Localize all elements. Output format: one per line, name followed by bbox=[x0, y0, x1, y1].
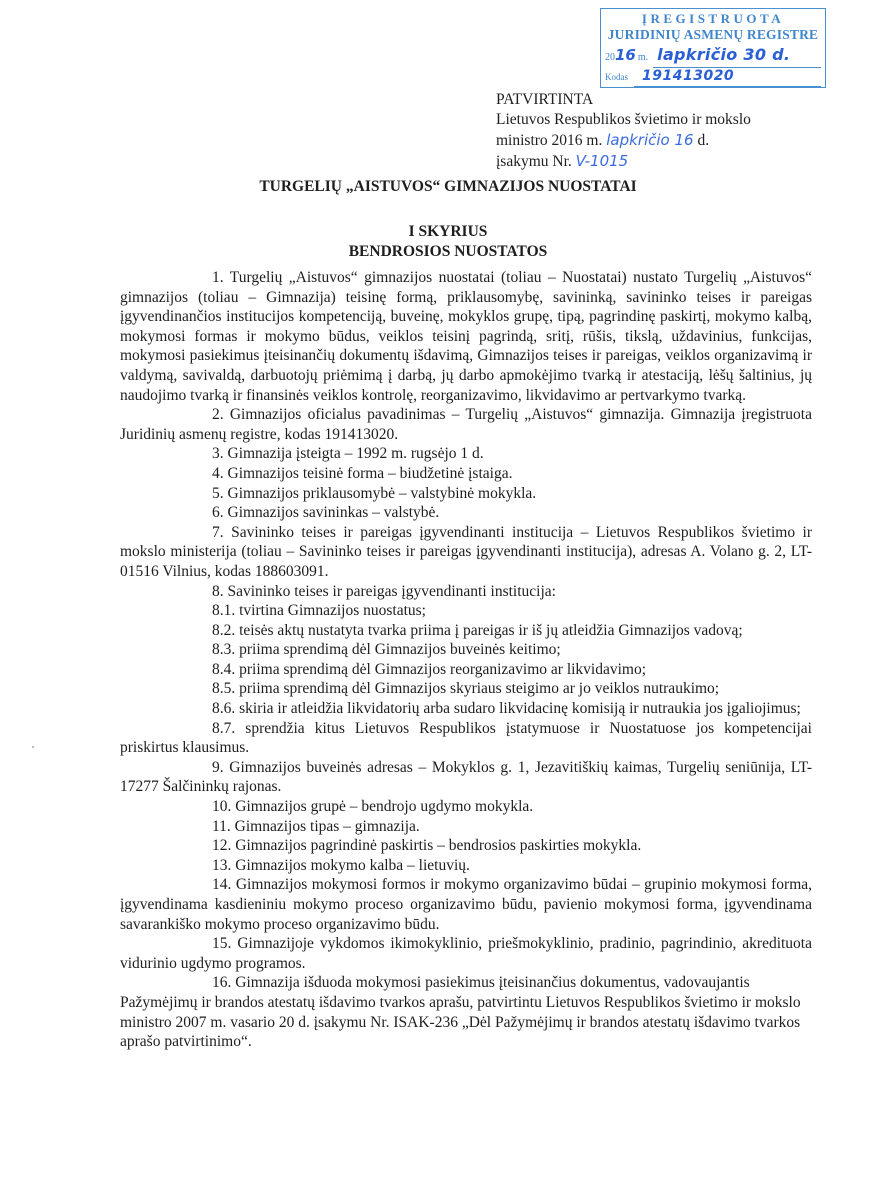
approval-order-line bbox=[496, 151, 751, 172]
paragraph-14: 14. Gimnazijos mokymosi formos ir mokymo organizavimo būdai – grupinio mokymosi forma, įgyvendinama kasdieniniu mokymo proceso organizavimo būdu, pavienio mokymosi forma, įgyvendinama savarankiško mokymo proceso organizavimo būdu. bbox=[120, 876, 812, 933]
chapter-heading bbox=[12, 222, 872, 262]
document-body bbox=[120, 268, 812, 1052]
paragraph-8-2: 8.2. teisės aktų nustatyta tvarka priima į pareigas ir iš jų atleidžia Gimnazijos vadovą; bbox=[212, 621, 743, 639]
stamp-code-handwritten: 191413020 bbox=[642, 68, 735, 84]
approval-date-line bbox=[496, 130, 751, 151]
paragraph-8-7: 8.7. sprendžia kitus Lietuvos Respublikos įstatymuose ir Nuostatuose jos kompetencijai priskirtus klausimus. bbox=[120, 719, 812, 757]
stamp-date-line bbox=[653, 44, 821, 68]
approval-date-suffix: d. bbox=[697, 132, 710, 149]
stamp-year-handwritten: 16 bbox=[615, 46, 636, 64]
stamp-date-row bbox=[605, 44, 821, 66]
paragraph-16: 16. Gimnazija išduoda mokymosi pasiekimus įteisinančius dokumentus, vadovaujantis Pažymėjimų ir brandos atestatų išdavimo tvarkos aprašu, patvirtintu Lietuvos Respublikos švietimo ir mokslo ministro 2007 m. vasario 20 d. įsakymu Nr. ISAK-236 „Dėl Pažymėjimų ir brandos atestatų išdavimo tvarkos aprašo patvirtinimo“. bbox=[120, 974, 801, 1051]
paragraph-8: 8. Savininko teises ir pareigas įgyvendinanti institucija: bbox=[212, 582, 556, 600]
stamp-registry-label: JURIDINIŲ ASMENŲ REGISTRE bbox=[607, 27, 819, 42]
stamp-date-handwritten: lapkričio 30 d. bbox=[657, 45, 791, 64]
document-title: TURGELIŲ „AISTUVOS“ GIMNAZIJOS NUOSTATAI bbox=[259, 178, 637, 195]
paragraph-12: 12. Gimnazijos pagrindinė paskirtis – bendrosios paskirties mokykla. bbox=[212, 837, 642, 855]
approval-block bbox=[496, 90, 751, 172]
paragraph-10: 10. Gimnazijos grupė – bendrojo ugdymo mokykla. bbox=[212, 798, 534, 816]
paragraph-15: 15. Gimnazijoje vykdomos ikimokyklinio, priešmokyklinio, pradinio, pagrindinio, akredituota vidurinio ugdymo programos. bbox=[120, 935, 812, 972]
paragraph-1: 1. Turgelių „Aistuvos“ gimnazijos nuostatai (toliau – Nuostatai) nustato Turgelių „Aistuvos“ gimnazijos (toliau – Gimnazija) teisinę formą, priklausomybę, savininką, savininko teises ir pareigas įgyvendinančios institucijos kompetenciją, buveinę, mokyklos grupę, tipą, pagrindinę paskirtį, mokymo kalbą, mokymosi formas ir mokymo būdus, veiklos teisinį pagrindą, sritį, rūšis, tikslą, uždavinius, funkcijas, mokymosi pasiekimus įteisinančių dokumentų išdavimą, Gimnazijos teises ir pareigas, veiklos organizavimą ir valdymą, savivaldą, darbuotojų priėmimą į darbą, jų darbo apmokėjimo tvarką ir atestaciją, lėšų šaltinius, jų naudojimo tvarką ir finansinės veiklos kontrolę, reorganizavimo, likvidavimo ar pertvarkymo tvarką. bbox=[120, 269, 812, 404]
approval-order-prefix: įsakymu Nr. bbox=[496, 153, 572, 170]
paragraph-11: 11. Gimnazijos tipas – gimnazija. bbox=[212, 817, 420, 835]
paragraph-8-4: 8.4. priima sprendimą dėl Gimnazijos reorganizavimo ar likvidavimo; bbox=[212, 660, 647, 678]
paragraph-8-5: 8.5. priima sprendimą dėl Gimnazijos skyriaus steigimo ar jo veiklos nutraukimo; bbox=[212, 680, 720, 698]
paragraph-7: 7. Savininko teises ir pareigas įgyvendinanti institucija – Lietuvos Respublikos švietimo ir mokslo ministerija (toliau – Savininko teises ir pareigas įgyvendinanti institucija), adresas A. Volano g. 2, LT-01516 Vilnius, kodas 188603091. bbox=[120, 523, 812, 580]
paragraph-5: 5. Gimnazijos priklausomybė – valstybinė mokykla. bbox=[212, 484, 537, 502]
paragraph-8-3: 8.3. priima sprendimą dėl Gimnazijos buveinės keitimo; bbox=[212, 641, 561, 659]
approval-order-handwritten: V-1015 bbox=[575, 152, 629, 170]
approval-date-handwritten: lapkričio 16 bbox=[606, 131, 694, 149]
stamp-year-prefix: 20 bbox=[605, 52, 615, 63]
paragraph-9: 9. Gimnazijos buveinės adresas – Mokyklos g. 1, Jezavitiškių kaimas, Turgelių seniūnija, LT-17277 Šalčininkų rajonas. bbox=[120, 758, 812, 796]
approval-heading: PATVIRTINTA bbox=[496, 91, 594, 108]
paragraph-4: 4. Gimnazijos teisinė forma – biudžetinė įstaiga. bbox=[212, 464, 513, 482]
paragraph-3: 3. Gimnazija įsteigta – 1992 m. rugsėjo 1 d. bbox=[212, 445, 484, 463]
stamp-m-label: m. bbox=[637, 52, 649, 63]
paragraph-8-1: 8.1. tvirtina Gimnazijos nuostatus; bbox=[212, 602, 426, 620]
paragraph-8-6: 8.6. skiria ir atleidžia likvidatorių arba sudaro likvidacinę komisiją ir nutraukia jos įgaliojimus; bbox=[212, 700, 801, 718]
approval-date-prefix: ministro 2016 m. bbox=[496, 132, 603, 149]
registration-stamp bbox=[600, 8, 826, 88]
chapter-number: I SKYRIUS bbox=[408, 223, 488, 240]
paragraph-13: 13. Gimnazijos mokymo kalba – lietuvių. bbox=[212, 856, 470, 874]
paragraph-6: 6. Gimnazijos savininkas – valstybė. bbox=[212, 504, 440, 522]
stamp-code-line bbox=[634, 66, 821, 87]
stamp-kodas-label: Kodas bbox=[605, 72, 628, 82]
approval-ministry: Lietuvos Respublikos švietimo ir mokslo bbox=[496, 111, 751, 128]
stamp-registered-label: ĮREGISTRUOTA bbox=[641, 11, 785, 26]
scan-speck bbox=[32, 746, 34, 748]
stamp-code-row bbox=[605, 66, 821, 86]
paragraph-2: 2. Gimnazijos oficialus pavadinimas – Turgelių „Aistuvos“ gimnazija. Gimnazija įregistruota Juridinių asmenų registre, kodas 191413020. bbox=[120, 406, 812, 443]
chapter-title: BENDROSIOS NUOSTATOS bbox=[348, 243, 548, 260]
